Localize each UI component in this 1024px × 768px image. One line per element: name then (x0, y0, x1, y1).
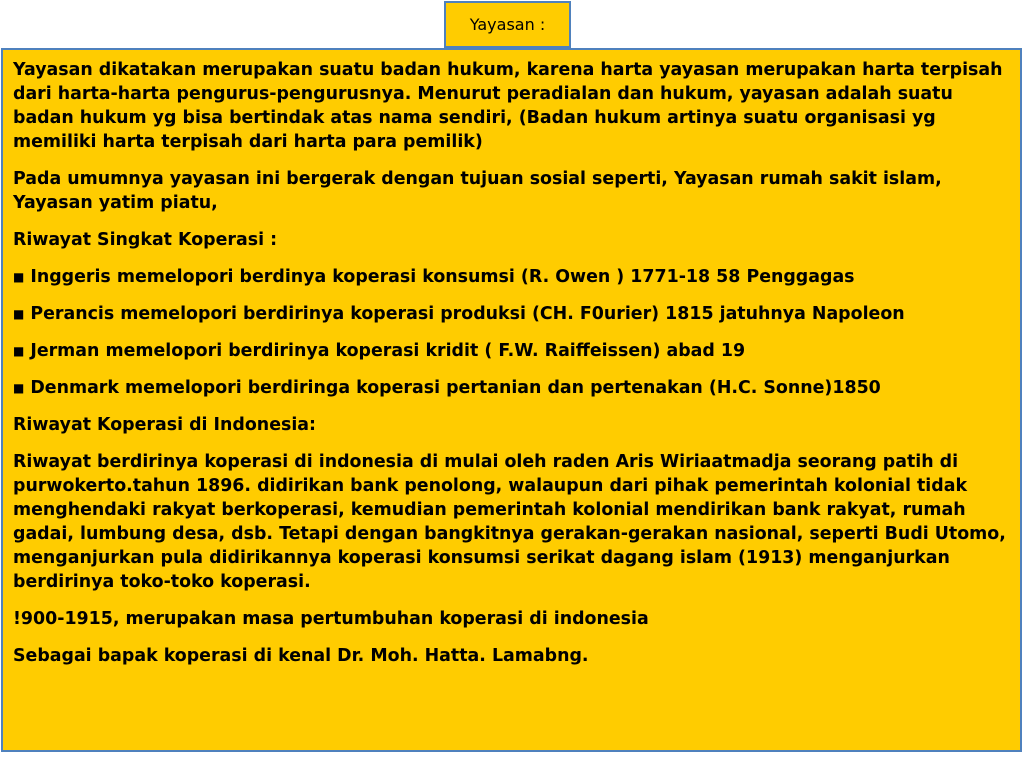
bullet-item-jerman (13, 339, 1010, 363)
paragraph-yayasan-purpose: Pada umumnya yayasan ini bergerak dengan tujuan sosial seperti, Yayasan rumah sakit islam, Yayasan yatim piatu, (13, 169, 942, 213)
paragraph-masa-pertumbuhan: !900-1915, merupakan masa pertumbuhan koperasi di indonesia (13, 609, 649, 629)
bullet-item-inggeris (13, 265, 1010, 289)
heading-riwayat-singkat: Riwayat Singkat Koperasi : (13, 230, 278, 250)
slide-title: Yayasan : (444, 1, 571, 48)
bullet-text: Jerman memelopori berdirinya koperasi kridit ( F.W. Raiffeissen) abad 19 (30, 341, 746, 361)
bullet-item-perancis (13, 302, 1010, 326)
square-bullet-icon: ■ (13, 270, 25, 284)
paragraph-bapak-koperasi: Sebagai bapak koperasi di kenal Dr. Moh. Hatta. Lamabng. (13, 646, 589, 666)
bullet-text: Denmark memelopori berdiringa koperasi pertanian dan pertenakan (H.C. Sonne)1850 (30, 378, 881, 398)
bullet-text: Perancis memelopori berdirinya koperasi produksi (CH. F0urier) 1815 jatuhnya Napoleon (30, 304, 905, 324)
heading-riwayat-indonesia: Riwayat Koperasi di Indonesia: (13, 415, 316, 435)
square-bullet-icon: ■ (13, 307, 25, 321)
bullet-text: Inggeris memelopori berdinya koperasi konsumsi (R. Owen ) 1771-18 58 Penggagas (30, 267, 855, 287)
bullet-item-denmark (13, 376, 1010, 400)
square-bullet-icon: ■ (13, 344, 25, 358)
square-bullet-icon: ■ (13, 381, 25, 395)
content-text-box (1, 48, 1022, 752)
paragraph-riwayat-indonesia: Riwayat berdirinya koperasi di indonesia di mulai oleh raden Aris Wiriaatmadja seorang patih di purwokerto.tahun 1896. didirikan bank penolong, walaupun dari pihak pemerintah kolonial tidak menghendaki rakyat berkoperasi, kemudian pemerintah kolonial mendirikan bank rakyat, rumah gadai, lumbung desa, dsb. Tetapi dengan bangkitnya gerakan-gerakan nasional, seperti Budi Utomo, menganjurkan pula didirikannya koperasi konsumsi serikat dagang islam (1913) menganjurkan berdirinya toko-toko koperasi. (13, 452, 1006, 592)
paragraph-yayasan-definition: Yayasan dikatakan merupakan suatu badan hukum, karena harta yayasan merupakan harta terpisah dari harta-harta pengurus-pengurusnya. Menurut peradialan dan hukum, yayasan adalah suatu badan hukum yg bisa bertindak atas nama sendiri, (Badan hukum artinya suatu organisasi yg memiliki harta terpisah dari harta para pemilik) (13, 60, 1003, 152)
